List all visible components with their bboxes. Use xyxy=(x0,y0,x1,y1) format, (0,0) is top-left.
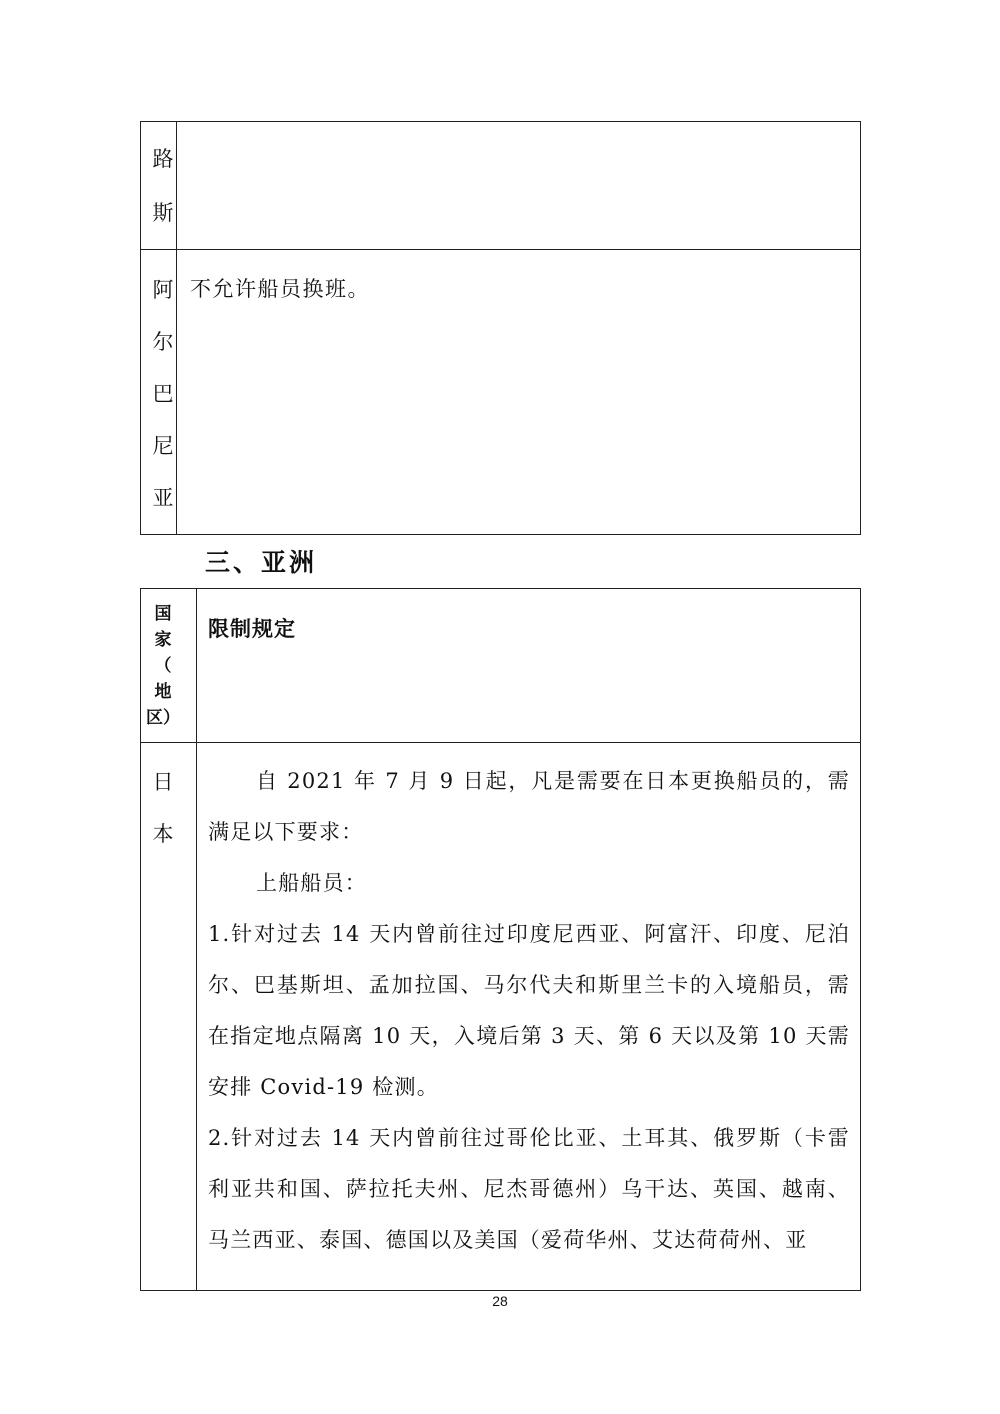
country-char: 阿 xyxy=(152,278,174,302)
country-char: 本 xyxy=(152,822,174,846)
country-char: 巴 xyxy=(152,382,174,406)
top-table xyxy=(140,121,861,535)
header-country-region xyxy=(143,601,183,731)
country-char: 尼 xyxy=(152,434,174,458)
section-heading: 三、亚洲 xyxy=(205,548,318,577)
country-cell-japan xyxy=(148,768,178,848)
header-char: 区） xyxy=(146,708,180,728)
albania-rule-text: 不允许船员换班。 xyxy=(190,277,370,301)
top-table-row-divider xyxy=(141,249,860,250)
header-char: 地 xyxy=(154,682,172,702)
japan-rules-content xyxy=(208,756,850,1266)
country-char: 斯 xyxy=(152,201,174,225)
paragraph: 1.针对过去 14 天内曾前往过印度尼西亚、阿富汗、印度、尼泊尔、巴基斯坦、孟加拉国、马尔代夫和斯里兰卡的入境船员，需在指定地点隔离 10 天，入境后第 3 天、第 6 天以及第 10 天需安排 Covid-19 检测。 xyxy=(208,922,850,1099)
country-char: 亚 xyxy=(152,486,174,510)
country-char: 路 xyxy=(152,147,174,171)
header-char: （ xyxy=(154,656,172,676)
country-cell-russia-continued xyxy=(148,145,178,227)
paragraph: 上船船员： xyxy=(256,871,367,895)
asia-table-header-divider xyxy=(141,742,860,743)
country-cell-albania xyxy=(148,276,178,512)
header-char: 家 xyxy=(154,630,172,650)
page-number: 28 xyxy=(492,1293,508,1309)
country-char: 日 xyxy=(152,770,174,794)
paragraph: 自 2021 年 7 月 9 日起，凡是需要在日本更换船员的，需满足以下要求： xyxy=(208,769,850,844)
paragraph: 2.针对过去 14 天内曾前往过哥伦比亚、土耳其、俄罗斯（卡雷利亚共和国、萨拉托夫州、尼杰哥德州）乌干达、英国、越南、马兰西亚、泰国、德国以及美国（爱荷华州、艾达荷荷州、亚 xyxy=(208,1126,850,1252)
header-restriction-rules: 限制规定 xyxy=(208,617,296,641)
header-char: 国 xyxy=(154,604,172,624)
asia-table-column-divider xyxy=(196,589,197,1290)
country-char: 尔 xyxy=(152,330,174,354)
